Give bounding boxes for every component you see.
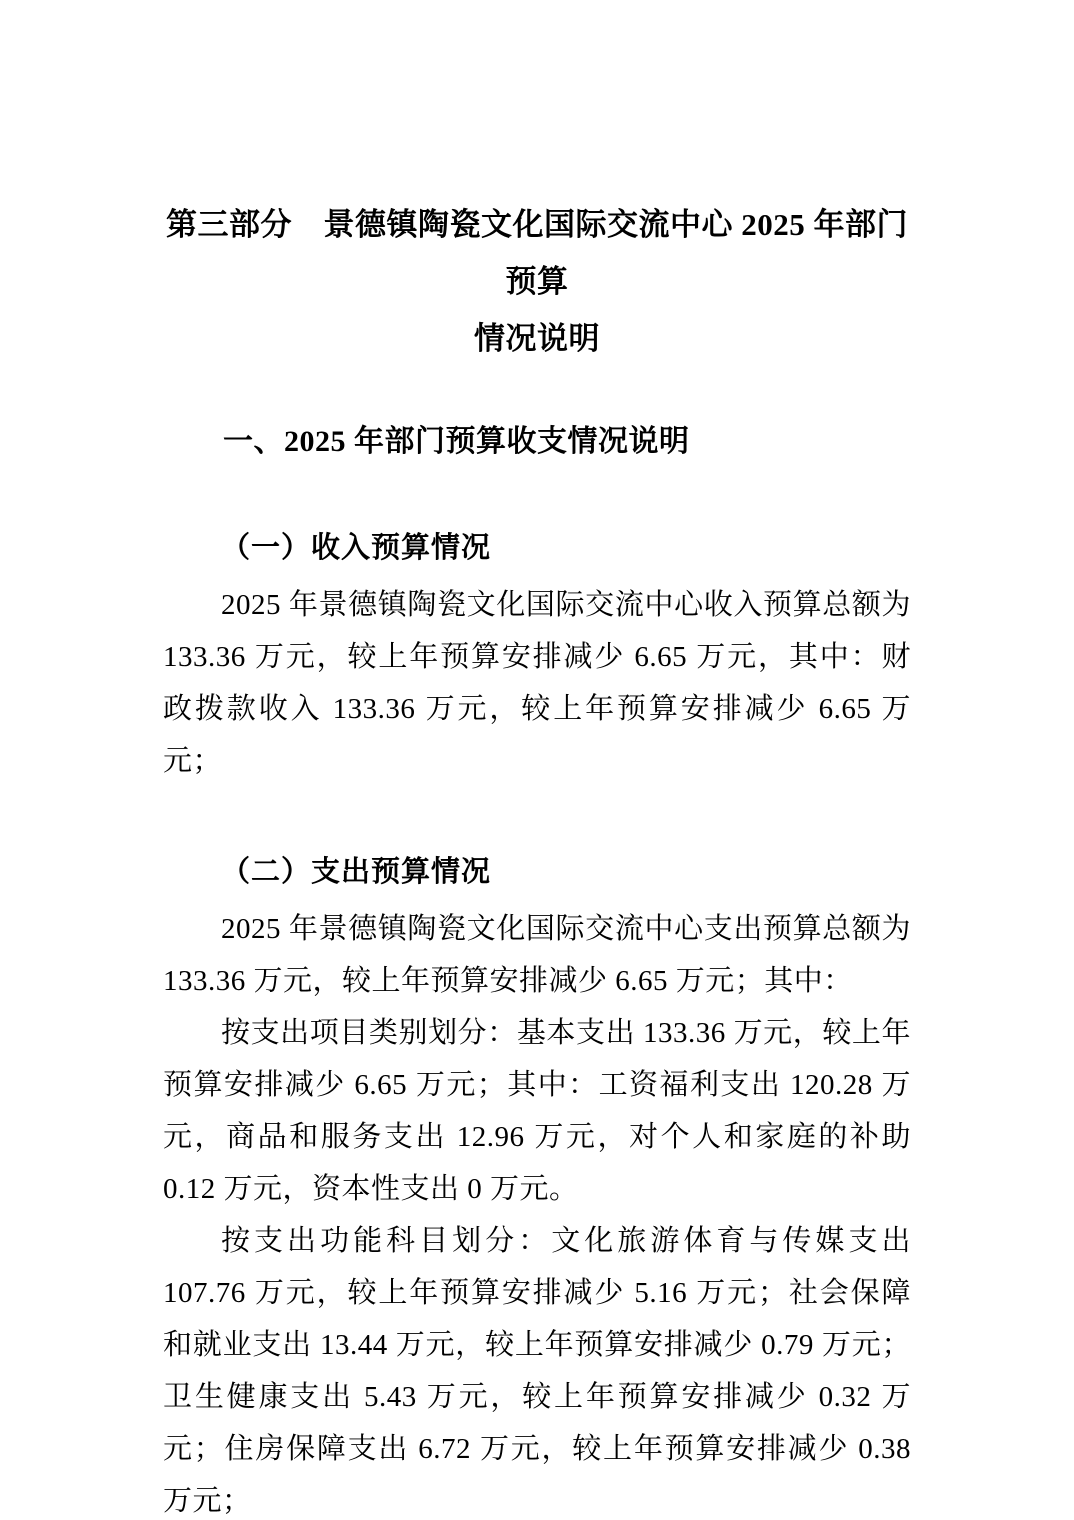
- subsection-heading-income: （一）收入预算情况: [221, 532, 492, 564]
- document-title-line-2: 情况说明: [474, 321, 600, 356]
- expense-paragraph-total: 2025 年景德镇陶瓷文化国际交流中心支出预算总额为 133.36 万元，较上年预算安排减少 6.65 万元；其中：: [163, 913, 911, 997]
- section-heading-budget-overview: 一、2025 年部门预算收支情况说明: [223, 425, 690, 458]
- subsection-heading-expense: （二）支出预算情况: [221, 856, 492, 888]
- document-title: [163, 196, 911, 367]
- document-title-line-1: 第三部分 景德镇陶瓷文化国际交流中心 2025 年部门预算: [166, 207, 908, 299]
- income-paragraph: 2025 年景德镇陶瓷文化国际交流中心收入预算总额为 133.36 万元，较上年预算安排减少 6.65 万元，其中：财政拨款收入 133.36 万元，较上年预算安排减少 6.65 万元；: [163, 589, 911, 777]
- expense-paragraph-by-category: 按支出项目类别划分：基本支出 133.36 万元，较上年预算安排减少 6.65 万元；其中：工资福利支出 120.28 万元，商品和服务支出 12.96 万元，对个人和家庭的补助 0.12 万元，资本性支出 0 万元。: [163, 1017, 911, 1205]
- expense-paragraph-by-function: 按支出功能科目划分：文化旅游体育与传媒支出 107.76 万元，较上年预算安排减少 5.16 万元；社会保障和就业支出 13.44 万元，较上年预算安排减少 0.79 万元；卫生健康支出 5.43 万元，较上年预算安排减少 0.32 万元；住房保障支出 6.72 万元，较上年预算安排减少 0.38 万元；: [163, 1225, 911, 1517]
